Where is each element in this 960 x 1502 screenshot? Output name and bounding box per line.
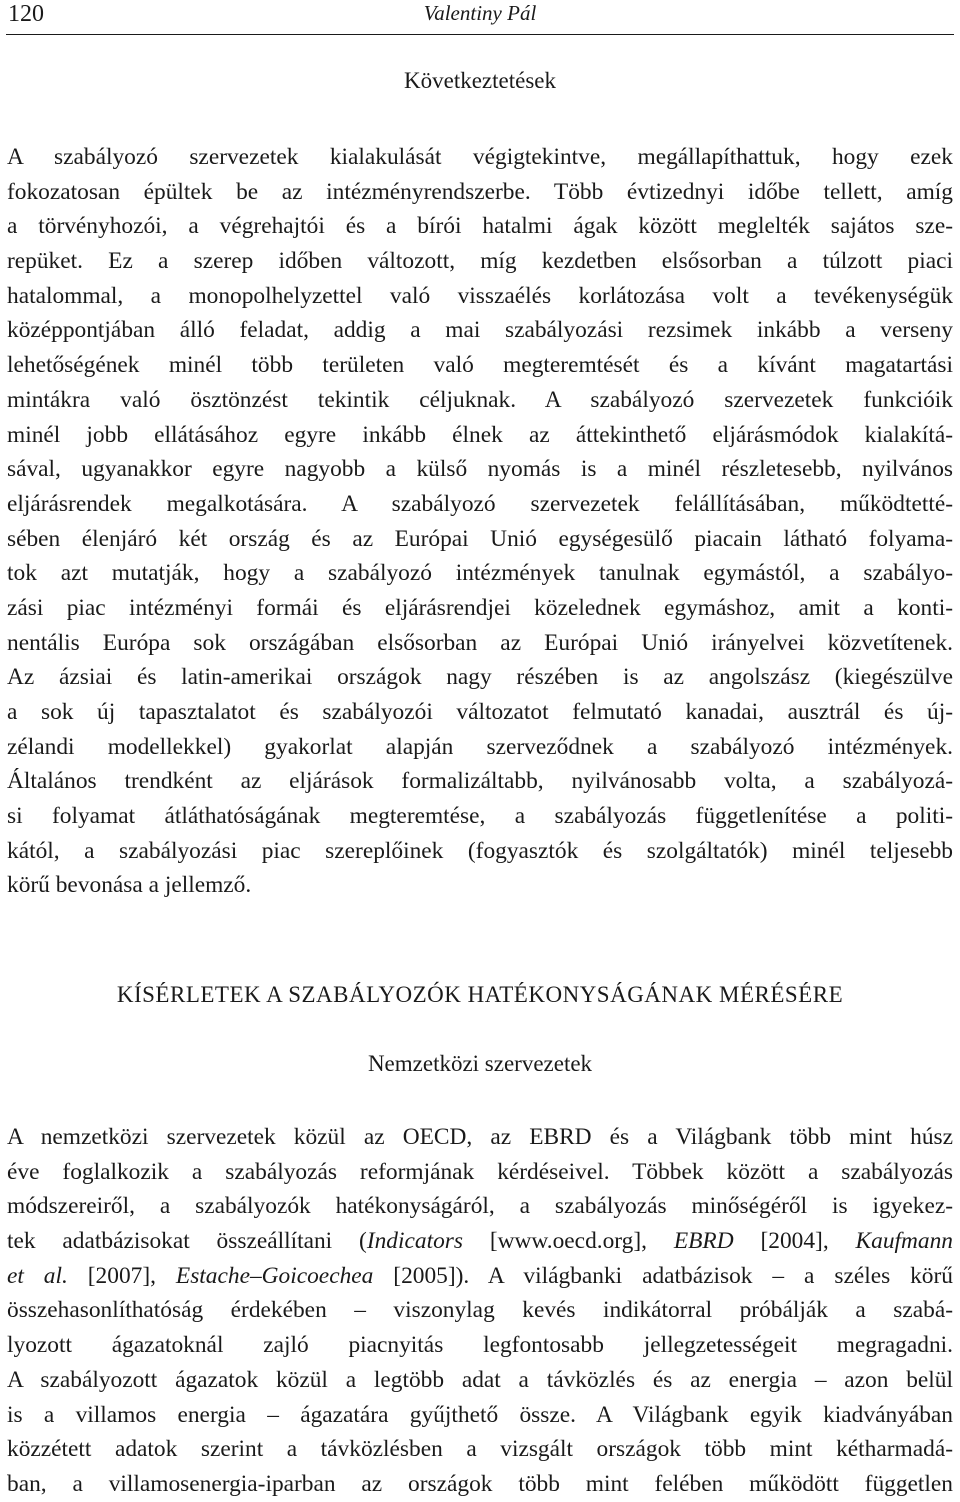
paragraph-international-organizations bbox=[7, 1120, 953, 1502]
text-line: Általános trendként az eljárások formalizáltabb, nyilvánosabb volta, a szabályozá- bbox=[7, 768, 953, 795]
text-line: hatalommal, a monopolhelyzettel való visszaélés korlátozása volt a tevékenységük bbox=[7, 282, 953, 309]
text-line: körű bevonása a jellemző. bbox=[7, 872, 252, 899]
citation-italic: EBRD bbox=[673, 1228, 734, 1255]
text-run: [2004], bbox=[733, 1228, 856, 1255]
text-line: sében élenjáró két ország és az Európai Unió egységesülő piacain látható folyama- bbox=[7, 525, 953, 552]
text-line: módszereiről, a szabályozók hatékonyságáról, a szabályozás minőségéről is igyekez- bbox=[7, 1193, 953, 1220]
text-line: közzétett adatok szerint a távközlésben a vizsgált országok több mint kétharmadá- bbox=[7, 1436, 953, 1463]
text-line: si folyamat átláthatóságának megteremtése, a szabályozás függetlenítése a politi- bbox=[7, 803, 953, 830]
page-header bbox=[6, 0, 954, 35]
text-line: ban, a villamosenergia-iparban az országok több mint felében működött független bbox=[7, 1470, 953, 1497]
text-line: minél jobb ellátásához egyre inkább élnek az áttekinthető eljárásmódok kialakítá- bbox=[7, 421, 953, 448]
text-line: összehasonlíthatóság érdekében – viszonylag kevés indikátorral próbálják a szabá- bbox=[7, 1297, 953, 1324]
text-line: repüket. Ez a szerep időben változott, míg kezdetben elsősorban a túlzott piaci bbox=[7, 248, 953, 275]
citation-italic: Kaufmann bbox=[855, 1228, 953, 1255]
text-line bbox=[7, 1224, 953, 1259]
text-line: A szabályozó szervezetek kialakulását végigtekintve, megállapíthattuk, hogy ezek bbox=[7, 144, 953, 170]
text-line bbox=[7, 1259, 953, 1294]
text-line: mintákra való ösztönzést tekintik céljuknak. A szabályozó szervezetek funkcióik bbox=[7, 386, 953, 413]
text-run: tek adatbázisokat összeállítani ( bbox=[7, 1228, 367, 1255]
running-head-author: Valentiny Pál bbox=[423, 1, 537, 25]
text-line: zélandi modellekkel) gyakorlat alapján szerveződnek a szabályozó intézmények. bbox=[7, 733, 953, 760]
text-line: fokozatosan épültek be az intézményrendszerbe. Több évtizednyi időbe tellett, amíg bbox=[7, 178, 953, 205]
citation-italic: et al. bbox=[7, 1262, 68, 1289]
citation-italic: Estache–Goicoechea bbox=[175, 1262, 374, 1289]
text-line: A szabályozott ágazatok közül a legtöbb adat a távközlés és az energia – azon belül bbox=[7, 1366, 953, 1393]
text-line: Az ázsiai és latin-amerikai országok nagy részében is az angolszász (kiegészülve bbox=[7, 664, 953, 691]
text-run: [2007], bbox=[67, 1262, 176, 1289]
citation-italic: Indicators bbox=[366, 1228, 463, 1255]
paragraph-conclusions bbox=[7, 140, 953, 903]
section-heading-international-organizations: Nemzetközi szervezetek bbox=[367, 1051, 593, 1076]
page-number: 120 bbox=[8, 1, 44, 27]
text-line: is a villamos energia – ágazatára gyűjthető össze. A Világbank egyik kiadványában bbox=[7, 1401, 953, 1428]
text-line: nentális Európa sok országában elsősorban az Európai Unió irányelvei közvetítenek. bbox=[7, 629, 953, 656]
text-line: zási piac intézményi formái és eljárásrendjei közelednek egymáshoz, amit a konti- bbox=[7, 594, 953, 621]
chapter-heading: KÍSÉRLETEK A SZABÁLYOZÓK HATÉKONYSÁGÁNAK MÉRÉSÉRE bbox=[116, 982, 844, 1007]
text-run: [2005]). A világbanki adatbázisok – a széles körű bbox=[373, 1262, 953, 1289]
text-line: sával, ugyanakkor egyre nagyobb a külső nyomás is a minél részletesebb, nyilvános bbox=[7, 456, 953, 483]
text-line: lyozott ágazatoknál zajló piacnyitás legfontosabb jellegzetességeit megragadni. bbox=[7, 1332, 953, 1359]
text-line: a sok új tapasztalatot és szabályozói változatot felmutató kanadai, ausztrál és új- bbox=[7, 699, 953, 725]
text-line: kától, a szabályozási piac szereplőinek (fogyasztók és szolgáltatók) minél teljesebb bbox=[7, 837, 953, 864]
text-run: [www.oecd.org], bbox=[462, 1228, 674, 1255]
text-line: eljárásrendek megalkotására. A szabályozó szervezetek felállításában, működtetté- bbox=[7, 490, 953, 517]
section-heading-conclusions: Következtetések bbox=[404, 68, 556, 93]
text-line: a törvényhozói, a végrehajtói és a bírói hatalmi ágak között meglelték sajátos sze- bbox=[7, 213, 953, 240]
text-line: középpontjában álló feladat, addig a mai szabályozási rezsimek inkább a verseny bbox=[7, 317, 953, 344]
text-line: tok azt mutatják, hogy a szabályozó intézmények tanulnak egymástól, a szabályo- bbox=[7, 560, 953, 587]
text-line: éve foglalkozik a szabályozás reformjának kérdéseivel. Többek között a szabályozás bbox=[7, 1158, 953, 1185]
text-line: A nemzetközi szervezetek közül az OECD, az EBRD és a Világbank több mint húsz bbox=[7, 1124, 953, 1150]
text-line: lehetőségének minél több területen való megteremtését és a kívánt magatartási bbox=[7, 352, 953, 379]
